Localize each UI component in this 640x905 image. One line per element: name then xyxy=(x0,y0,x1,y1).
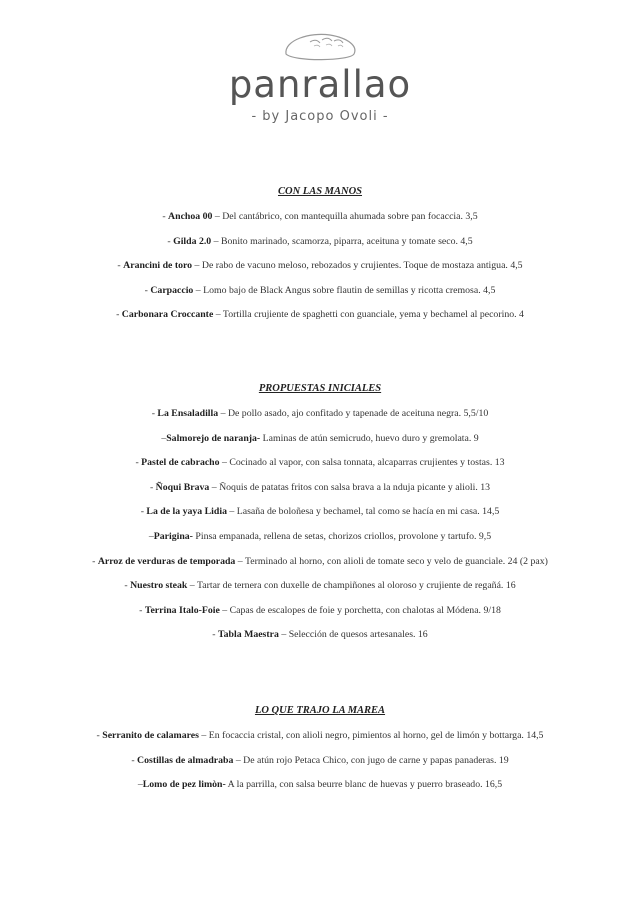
section-lo-que-trajo-la-marea xyxy=(0,705,640,804)
brand-byline: - by Jacopo Ovoli - xyxy=(251,109,389,124)
dish-name: Anchoa 00 xyxy=(168,211,213,222)
dish-name: Arancini de toro xyxy=(123,260,193,272)
logo xyxy=(0,30,640,124)
dish-name: Parigina- xyxy=(153,530,193,542)
dish-description: Laminas de atún semicrudo, huevo duro y gremolata. 9 xyxy=(260,432,479,444)
menu-item: - Pastel de cabracho – Cocinado al vapor, con salsa tonnata, alcaparras crujientes y tostas. 13 xyxy=(135,457,505,469)
dish-name: Salmorejo de naranja- xyxy=(166,432,261,444)
menu-item: –Parigina- Pinsa empanada, rellena de setas, chorizos criollos, provolone y tartufo. 9,5 xyxy=(148,530,492,542)
dish-description: – De pollo asado, ajo confitado y tapenade de aceituna negra. 5,5/10 xyxy=(218,408,489,419)
section-title: LO QUE TRAJO LA MAREA xyxy=(254,705,386,716)
dish-name: Serranito de calamares xyxy=(102,730,199,741)
dish-description: – Bonito marinado, scamorza, piparra, aceituna y tomate seco. 4,5 xyxy=(211,235,473,247)
dish-name: Lomo de pez limòn- xyxy=(142,779,226,791)
dish-name: Pastel de cabracho xyxy=(141,457,220,469)
dish-description: – Lomo bajo de Black Angus sobre flautin de semillas y ricotta cremosa. 4,5 xyxy=(193,284,496,296)
dish-name: Carbonara Croccante xyxy=(121,309,214,321)
section-title: PROPUESTAS INICIALES xyxy=(258,383,382,394)
dish-name: La de la yaya Lidia xyxy=(146,506,227,518)
dish-name: La Ensaladilla xyxy=(157,408,219,419)
menu-item: - Arancini de toro – De rabo de vacuno meloso, rebozados y crujientes. Toque de mostaza antigua. 4,5 xyxy=(117,260,523,272)
dish-description: – Ñoquis de patatas fritos con salsa brava a la nduja picante y alioli. 13 xyxy=(209,481,491,493)
dish-description: – Lasaña de boloñesa y bechamel, tal como se hacía en mi casa. 14,5 xyxy=(226,506,500,518)
section-con-las-manos xyxy=(0,186,640,334)
menu-item: - Anchoa 00 – Del cantábrico, con mantequilla ahumada sobre pan focaccia. 3,5 xyxy=(162,211,478,222)
dish-name: Ñoqui Brava xyxy=(155,481,210,493)
menu-item: - Terrina Italo-Foie – Capas de escalopes de foie y porchetta, con chalotas al Módena. 9/18 xyxy=(139,604,501,616)
menu-item: - Serranito de calamares – En focaccia cristal, con alioli negro, pimientos al horno, gel de limón y bottarga. 14,5 xyxy=(96,730,544,741)
dish-description: – Terminado al horno, con alioli de tomate seco y velo de guanciale. 24 (2 pax) xyxy=(235,555,548,567)
dish-description: – De rabo de vacuno meloso, rebozados y crujientes. Toque de mostaza antigua. 4,5 xyxy=(192,260,523,272)
menu-item: –Lomo de pez limòn- A la parrilla, con salsa beurre blanc de huevas y puerro braseado. 16,5 xyxy=(137,779,503,791)
dish-name: Nuestro steak xyxy=(130,580,188,592)
dish-description: A la parrilla, con salsa beurre blanc de huevas y puerro braseado. 16,5 xyxy=(225,779,503,791)
brand-name: panrallao xyxy=(228,63,412,106)
dish-description: – Capas de escalopes de foie y porchetta, con chalotas al Módena. 9/18 xyxy=(219,604,501,616)
dish-name: Gilda 2.0 xyxy=(173,235,212,247)
menu-item: - Tabla Maestra – Selección de quesos artesanales. 16 xyxy=(212,629,428,641)
menu-item: - Carbonara Croccante – Tortilla crujiente de spaghetti con guanciale, yema y bechamel al pecorino. 4 xyxy=(116,309,524,321)
section-title: CON LAS MANOS xyxy=(277,186,363,197)
dish-name: Arroz de verduras de temporada xyxy=(97,555,236,567)
dish-description: – Selección de quesos artesanales. 16 xyxy=(278,629,428,641)
dish-description: – En focaccia cristal, con alioli negro, pimientos al horno, gel de limón y bottarga. 14,5 xyxy=(198,730,544,741)
bread-loaf-icon xyxy=(280,30,360,64)
menu-item: - Gilda 2.0 – Bonito marinado, scamorza, piparra, aceituna y tomate seco. 4,5 xyxy=(167,235,473,247)
dish-description: – Tortilla crujiente de spaghetti con guanciale, yema y bechamel al pecorino. 4 xyxy=(213,309,524,321)
menu-item: - Carpaccio – Lomo bajo de Black Angus sobre flautin de semillas y ricotta cremosa. 4,5 xyxy=(144,284,496,296)
menu-item: –Salmorejo de naranja- Laminas de atún semicrudo, huevo duro y gremolata. 9 xyxy=(161,432,479,444)
dish-description: Pinsa empanada, rellena de setas, chorizos criollos, provolone y tartufo. 9,5 xyxy=(192,530,492,542)
menu-item: - Ñoqui Brava – Ñoquis de patatas fritos con salsa brava a la nduja picante y alioli. 13 xyxy=(149,481,491,493)
section-propuestas-iniciales xyxy=(0,383,640,654)
menu-item: - La Ensaladilla – De pollo asado, ajo confitado y tapenade de aceituna negra. 5,5/10 xyxy=(151,408,489,419)
menu-item: - La de la yaya Lidia – Lasaña de boloñesa y bechamel, tal como se hacía en mi casa. 14,5 xyxy=(140,506,500,518)
dish-description: – De atún rojo Petaca Chico, con jugo de carne y papas panaderas. 19 xyxy=(233,754,509,766)
dish-name: Terrina Italo-Foie xyxy=(144,604,220,616)
dish-description: – Tartar de ternera con duxelle de champiñones al oloroso y crujiente de regañá. 16 xyxy=(187,580,516,592)
dish-name: Tabla Maestra xyxy=(218,629,279,641)
menu-item: - Nuestro steak – Tartar de ternera con duxelle de champiñones al oloroso y crujiente de regañá. 16 xyxy=(124,580,516,592)
menu-item: - Costillas de almadraba – De atún rojo Petaca Chico, con jugo de carne y papas panaderas. 19 xyxy=(131,754,509,766)
dish-name: Carpaccio xyxy=(150,284,194,296)
dish-description: – Cocinado al vapor, con salsa tonnata, alcaparras crujientes y tostas. 13 xyxy=(219,457,505,469)
menu-item: - Arroz de verduras de temporada – Terminado al horno, con alioli de tomate seco y velo de guanciale. 24 (2 pax) xyxy=(92,555,548,567)
dish-description: – Del cantábrico, con mantequilla ahumada sobre pan focaccia. 3,5 xyxy=(212,211,478,222)
dish-name: Costillas de almadraba xyxy=(137,754,234,766)
